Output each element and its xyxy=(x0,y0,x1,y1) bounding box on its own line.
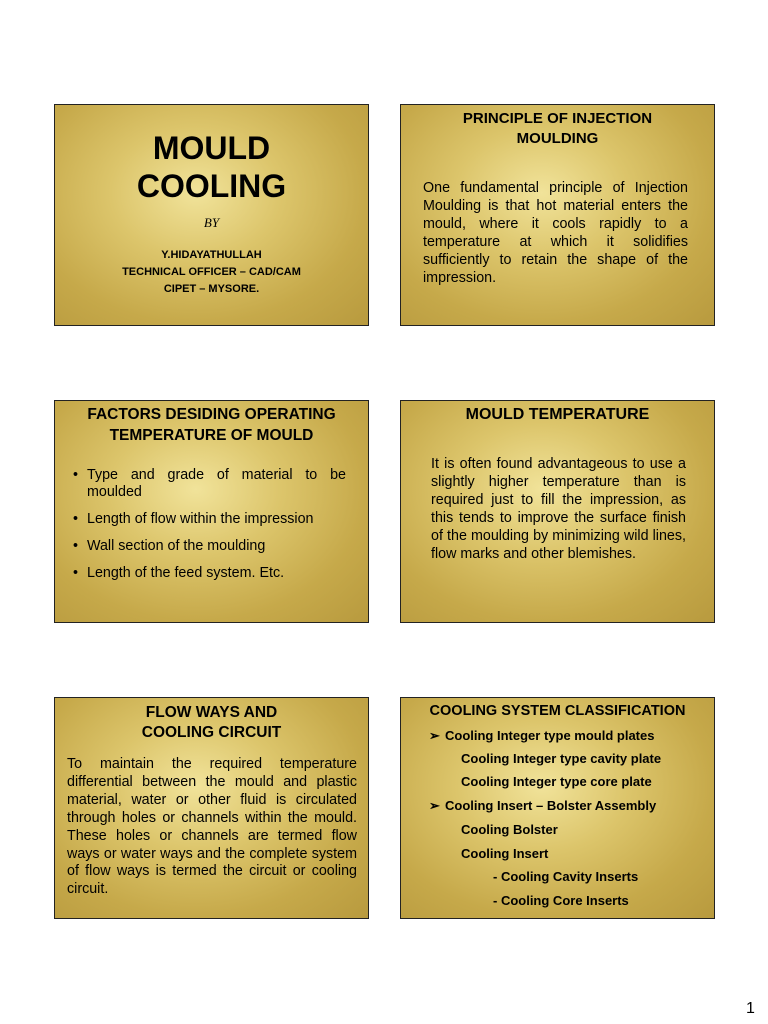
list-item xyxy=(461,751,661,766)
classification-item: Cooling Insert – Bolster Assembly xyxy=(445,798,657,813)
slide-principle xyxy=(400,104,715,326)
classification-item: Cooling Integer type cavity plate xyxy=(461,751,662,766)
classification-heading: COOLING SYSTEM CLASSIFICATION xyxy=(429,703,686,719)
slide-mould-temperature xyxy=(400,400,715,623)
classification-item: Cooling Bolster xyxy=(461,822,558,837)
list-item xyxy=(429,798,656,814)
slide-classification xyxy=(400,697,715,919)
factors-list xyxy=(73,467,346,592)
factor-text: Length of flow within the impression xyxy=(87,511,314,527)
flow-ways-heading-line2: COOLING CIRCUIT xyxy=(141,724,282,741)
classification-item: Cooling Insert xyxy=(461,846,549,861)
list-item xyxy=(461,774,652,789)
classification-item: - Cooling Cavity Inserts xyxy=(493,869,639,884)
arrow-bullet-icon: ➢ xyxy=(429,798,440,813)
factor-text: Type and grade of material to be moulded xyxy=(87,467,346,500)
slide-title-heading xyxy=(55,129,368,205)
factors-heading-line2: TEMPERATURE OF MOULD xyxy=(109,427,314,444)
flow-ways-heading xyxy=(55,703,368,743)
page-number: 1 xyxy=(746,1000,755,1017)
by-label: BY xyxy=(203,215,220,230)
slide-factors xyxy=(54,400,369,623)
flow-ways-body: To maintain the required temperature differential between the mould and plastic material, water or other fluid is circulated through holes or channels within the mould. These holes or channels are termed flow ways or water ways and the complete system of flow ways is termed the circuit or cooling circuit. xyxy=(67,756,357,898)
arrow-bullet-icon: ➢ xyxy=(429,728,440,743)
principle-heading xyxy=(411,109,704,149)
list-item xyxy=(73,467,346,501)
list-item xyxy=(73,538,346,555)
factor-text: Wall section of the moulding xyxy=(87,538,266,554)
bullet-icon: • xyxy=(73,511,79,527)
factor-text: Length of the feed system. Etc. xyxy=(87,565,285,581)
classification-item: Cooling Integer type core plate xyxy=(461,774,652,789)
bullet-icon: • xyxy=(73,565,79,581)
bullet-icon: • xyxy=(73,467,79,483)
list-item xyxy=(73,565,346,582)
list-item xyxy=(73,511,346,528)
principle-heading-line2: MOULDING xyxy=(516,130,599,147)
title-line1: MOULD xyxy=(152,130,271,166)
list-item xyxy=(461,846,548,861)
mould-temperature-body: It is often found advantageous to use a slightly higher temperature than is required just to fill the impression, as this tends to improve the surface finish of the moulding by minimizing wild lines, flow marks and other blemishes. xyxy=(431,456,686,562)
author-institute: CIPET – MYSORE. xyxy=(163,283,260,295)
title-line2: COOLING xyxy=(136,168,287,204)
mould-temperature-heading: MOULD TEMPERATURE xyxy=(465,406,650,423)
factors-heading xyxy=(61,404,362,446)
author-info xyxy=(55,247,368,298)
principle-heading-line1: PRINCIPLE OF INJECTION xyxy=(462,110,653,127)
list-item xyxy=(493,869,638,884)
list-item xyxy=(461,822,558,837)
slide-title xyxy=(54,104,369,326)
factors-heading-line1: FACTORS DESIDING OPERATING xyxy=(87,406,336,423)
slide-flow-ways xyxy=(54,697,369,919)
principle-body: One fundamental principle of Injection Moulding is that hot material enters the mould, where it cools rapidly to a temperature at which it solidifies sufficiently to retain the shape of the impression. xyxy=(423,180,688,286)
bullet-icon: • xyxy=(73,538,79,554)
classification-item: - Cooling Core Inserts xyxy=(493,893,629,908)
classification-item: Cooling Integer type mould plates xyxy=(445,728,655,743)
flow-ways-heading-line1: FLOW WAYS AND xyxy=(145,704,278,721)
author-name: Y.HIDAYATHULLAH xyxy=(161,249,262,261)
list-item xyxy=(429,728,654,744)
list-item xyxy=(493,893,629,908)
author-position: TECHNICAL OFFICER – CAD/CAM xyxy=(122,266,301,278)
